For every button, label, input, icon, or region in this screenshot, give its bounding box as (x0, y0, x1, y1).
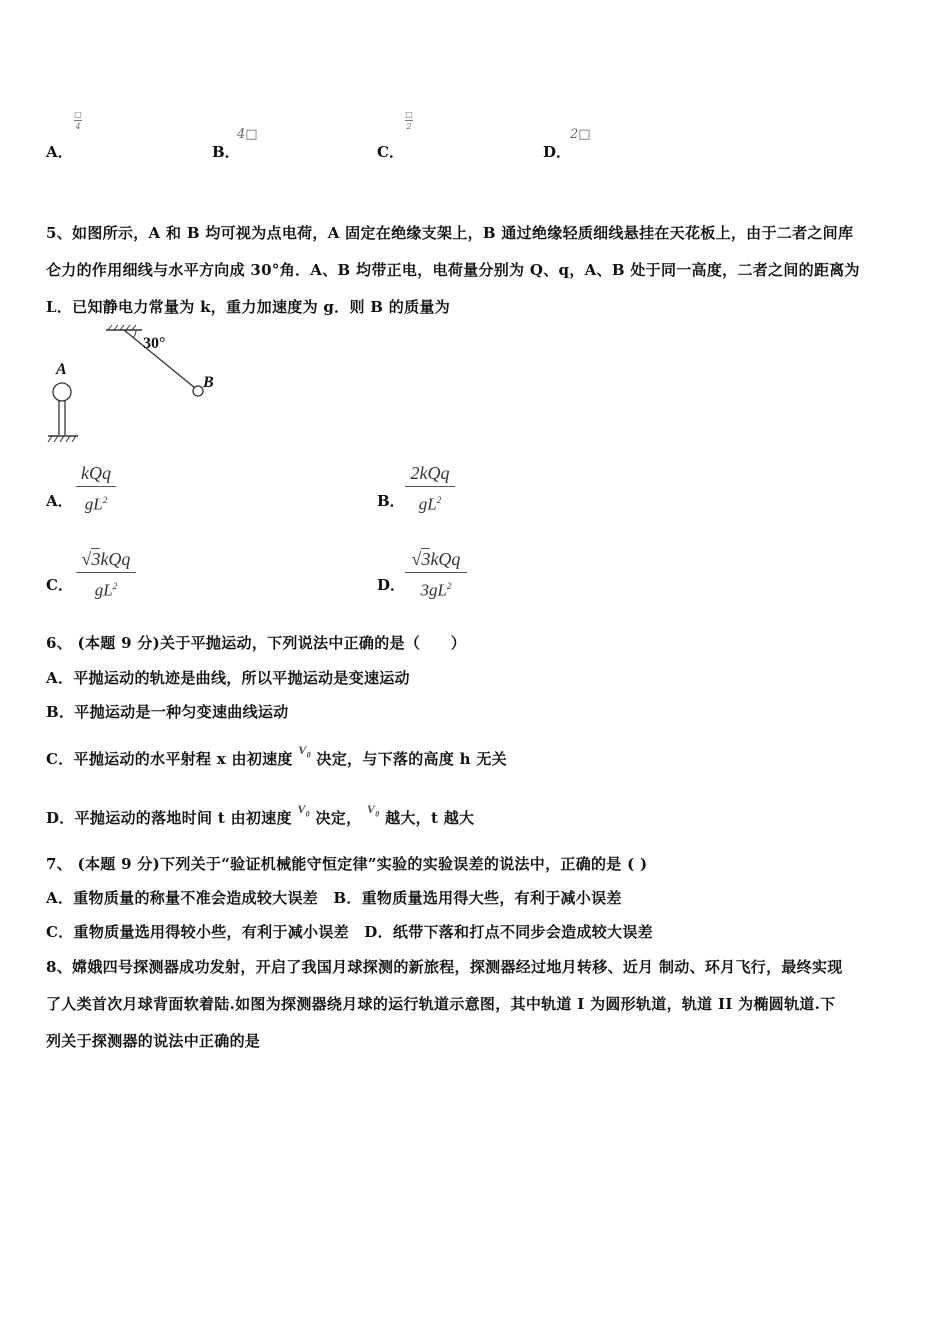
q4-option-a-label: A． (46, 143, 73, 161)
q6-option-a: A．平抛运动的轨迹是曲线，所以平抛运动是变速运动 (46, 669, 410, 687)
q8-stem-line-3: 列关于探测器的说法中正确的是 (46, 1032, 261, 1050)
q5-figure (40, 322, 230, 447)
ball-a (53, 383, 71, 401)
q6-stem: 6、 (本题 9 分)关于平抛运动，下列说法中正确的是（ ） (46, 634, 467, 652)
q6-option-b: B．平抛运动是一种匀变速曲线运动 (46, 703, 289, 721)
q8-stem-line-1: 8、嫦娥四号探测器成功发射，开启了我国月球探测的新旅程，探测器经过地月转移、近月 制动、环月飞行，最终实现 (46, 958, 843, 976)
q5-option-d-label: D． (377, 576, 406, 594)
q4-option-d-expr: 2□ (570, 127, 591, 142)
q5-stem-line-1: 5、如图所示，A 和 B 均可视为点电荷，A 固定在绝缘支架上，B 通过绝缘轻质细线悬挂在天花板上，由于二者之间库 (46, 224, 854, 242)
q5-option-a-label: A． (46, 492, 73, 510)
q4-option-d-label: D． (543, 143, 572, 161)
q4-option-b-expr: 4□ (237, 127, 258, 142)
label-b: B (203, 374, 214, 391)
q4-option-c-expr: □ 2 (405, 110, 413, 131)
q5-stem-line-3: L．已知静电力常量为 k，重力加速度为 g．则 B 的质量为 (46, 298, 450, 316)
q5-option-b-formula: 2kQq $gL^2$ (405, 462, 455, 516)
ground-hatch (48, 436, 76, 442)
ball-b (193, 386, 203, 396)
q4-option-b-label: B． (212, 143, 240, 161)
q6-option-d: D．平抛运动的落地时间 t 由初速度 $^{V_0}$ 决定， $^{V_0}$ 越大，t 越大 (46, 802, 475, 827)
q5-option-c-formula: √3kQq $gL^2$ (76, 548, 136, 602)
v0-symbol: V0 (366, 802, 380, 819)
v0-symbol: V0 (298, 743, 311, 760)
angle-arc (133, 330, 136, 338)
q4-option-a-expr: □ 4 (74, 110, 82, 131)
q7-options-cd: C．重物质量选用得较小些，有利于减小误差 D．纸带下落和打点不同步会造成较大误差 (46, 923, 653, 941)
label-a: A (56, 361, 67, 378)
q5-option-a-formula: kQq $gL^2$ (76, 462, 116, 516)
q5-option-d-formula: √3kQq $3gL^2$ (405, 548, 467, 602)
v0-symbol: V0 (297, 802, 310, 819)
q7-stem: 7、 (本题 9 分)下列关于“验证机械能守恒定律”实验的实验误差的说法中，正确的是 ( ) (46, 855, 648, 873)
q6-option-c: C．平抛运动的水平射程 x 由初速度 $^{V_0}$ 决定，与下落的高度 h 无关 (46, 743, 507, 768)
q5-option-c-label: C． (46, 576, 73, 594)
q7-options-ab: A．重物质量的称量不准会造成较大误差 B．重物质量选用得大些，有利于减小误差 (46, 889, 622, 907)
q5-stem-line-2: 仑力的作用细线与水平方向成 30°角．A、B 均带正电，电荷量分别为 Q、q，A、B 处于同一高度，二者之间的距离为 (46, 261, 860, 279)
angle-label: 30° (143, 335, 166, 352)
q8-stem-line-2: 了人类首次月球背面软着陆.如图为探测器绕月球的运行轨道示意图，其中轨道 I 为圆形轨道，轨道 II 为椭圆轨道.下 (46, 995, 836, 1013)
q5-option-b-label: B． (377, 492, 405, 510)
q4-option-c-label: C． (377, 143, 404, 161)
